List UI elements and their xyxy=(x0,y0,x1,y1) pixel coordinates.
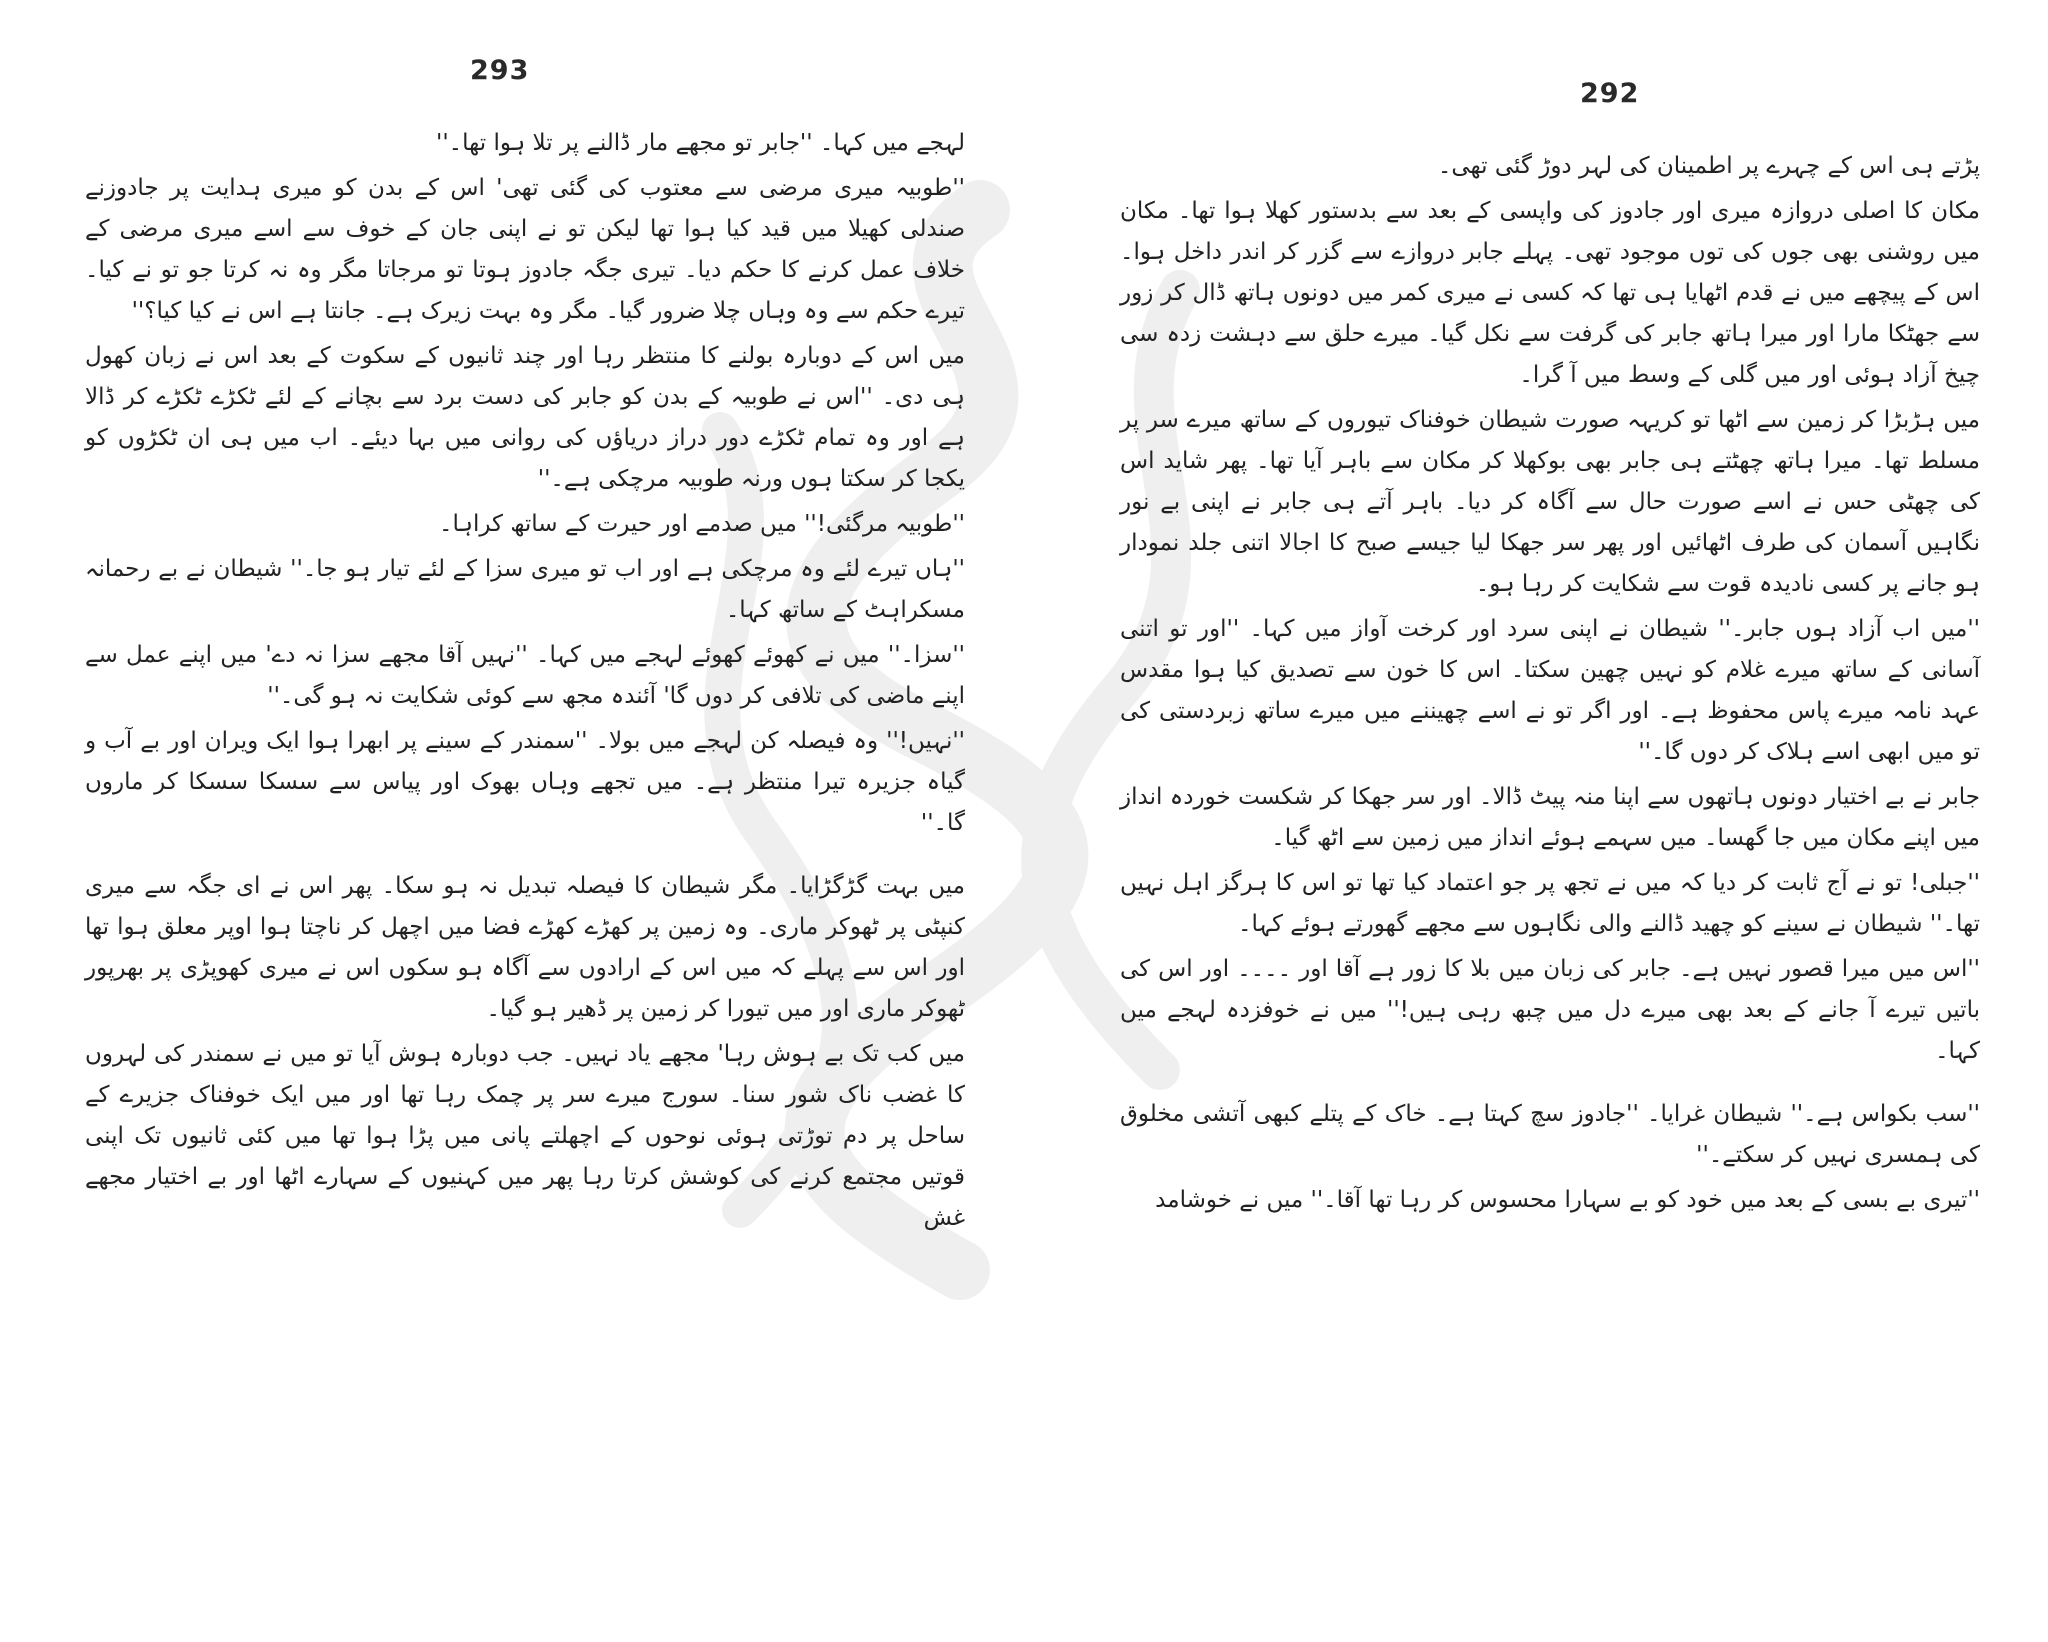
paragraph: ''تیری بے بسی کے بعد میں خود کو بے سہارا محسوس کر رہا تھا آقا۔'' میں نے خوشامد xyxy=(1155,1187,1980,1213)
paragraph: ''طوبیہ میری مرضی سے معتوب کی گئی تھی' اس کے بدن کو میری ہدایت پر جادوزنے صندلی کھیلا میں قید کیا ہوا تھا لیکن تو نے اپنی جان کے خوف سے اسے میری مرضی کے خلاف عمل کرنے کا حکم دیا۔ تیری جگہ جادوز ہوتا تو مرجاتا مگر وہ نہ کرتا جو تو نے کیا۔ تیرے حکم سے وہ وہاں چلا ضرور گیا۔ مگر وہ بہت زیرک ہے۔ جانتا ہے اس نے کیا کیا؟'' xyxy=(85,175,965,324)
paragraph: میں کب تک بے ہوش رہا' مجھے یاد نہیں۔ جب دوبارہ ہوش آیا تو میں نے سمندر کی لہروں کا غضب ناک شور سنا۔ سورج میرے سر پر چمک رہا تھا اور میں ایک خوفناک جزیرے کے ساحل پر دم توڑتی ہوئی نوحوں کے اچھلتے پانی میں پڑا ہوا تھا میں کئی ثانیوں تک اپنی قوتیں مجتمع کرنے کی کوشش کرتا رہا پھر میں کہنیوں کے سہارے اٹھا اور بے اختیار مجھے غش xyxy=(85,1041,965,1231)
page-left xyxy=(85,55,965,1615)
paragraph: ''نہیں!'' وہ فیصلہ کن لہجے میں بولا۔ ''سمندر کے سینے پر ابھرا ہوا ایک ویران اور بے آب و گیاہ جزیرہ تیرا منتظر ہے۔ میں تجھے وہاں بھوک اور پیاس سے سسکا سسکا کر ماروں گا۔'' xyxy=(85,728,965,836)
paragraph: میں ہڑبڑا کر زمین سے اٹھا تو کریہہ صورت شیطان خوفناک تیوروں کے ساتھ میرے سر پر مسلط تھا۔ میرا ہاتھ چھٹتے ہی جابر بھی بوکھلا کر مکان سے باہر آیا تھا۔ پھر شاید اس کی چھٹی حس نے اسے صورت حال سے آگاہ کر دیا۔ باہر آتے ہی جابر نے اپنی بے نور نگاہیں آسمان کی طرف اٹھائیں اور پھر سر جھکا لیا جیسے صبح کا اجالا اتنی جلد نمودار ہو جانے پر کسی نادیدہ قوت سے شکایت کر رہا ہو۔ xyxy=(1120,407,1980,597)
page-number-left: 293 xyxy=(470,55,530,86)
paragraph: میں بہت گڑگڑایا۔ مگر شیطان کا فیصلہ تبدیل نہ ہو سکا۔ پھر اس نے ای جگہ سے میری کنپٹی پر ٹھوکر ماری۔ وہ زمین پر کھڑے کھڑے فضا میں اچھل کر ناچتا ہوا اوپر معلق ہوا تھا اور اس سے پہلے کہ میں اس کے ارادوں سے آگاہ ہو سکوں اس نے میری کھوپڑی پر بھرپور ٹھوکر ماری اور میں تیورا کر زمین پر ڈھیر ہو گیا۔ xyxy=(85,873,965,1022)
paragraph: جابر نے بے اختیار دونوں ہاتھوں سے اپنا منہ پیٹ ڈالا۔ اور سر جھکا کر شکست خوردہ انداز میں اپنے مکان میں جا گھسا۔ میں سہمے ہوئے انداز میں زمین سے اٹھ گیا۔ xyxy=(1120,784,1980,851)
page-right xyxy=(1120,78,1980,1618)
paragraph: ''جبلی! تو نے آج ثابت کر دیا کہ میں نے تجھ پر جو اعتماد کیا تھا تو اس کا ہرگز اہل نہیں تھا۔'' شیطان نے سینے کو چھید ڈالنے والی نگاہوں سے مجھے گھورتے ہوئے کہا۔ xyxy=(1120,870,1980,937)
paragraph: ''ہاں تیرے لئے وہ مرچکی ہے اور اب تو میری سزا کے لئے تیار ہو جا۔'' شیطان نے بے رحمانہ مسکراہٹ کے ساتھ کہا۔ xyxy=(85,556,965,623)
page-left-text xyxy=(85,123,965,1243)
paragraph: ''سب بکواس ہے۔'' شیطان غرایا۔ ''جادوز سچ کہتا ہے۔ خاک کے پتلے کبھی آتشی مخلوق کی ہمسری نہیں کر سکتے۔'' xyxy=(1120,1101,1980,1168)
paragraph: ''میں اب آزاد ہوں جابر۔'' شیطان نے اپنی سرد اور کرخت آواز میں کہا۔ ''اور تو اتنی آسانی کے ساتھ میرے غلام کو نہیں چھین سکتا۔ اس کا خون سے تصدیق کیا ہوا مقدس عہد نامہ میرے پاس محفوظ ہے۔ اور اگر تو نے اسے چھیننے میں میرے ساتھ زبردستی کی تو میں ابھی اسے ہلاک کر دوں گا۔'' xyxy=(1120,616,1980,765)
paragraph: مکان کا اصلی دروازہ میری اور جادوز کی واپسی کے بعد سے بدستور کھلا ہوا تھا۔ مکان میں روشنی بھی جوں کی توں موجود تھی۔ پہلے جابر دروازے سے گزر کر اندر داخل ہوا۔ اس کے پیچھے میں نے قدم اٹھایا ہی تھا کہ کسی نے میری کمر میں دونوں ہاتھ ڈال کر زور سے جھٹکا مارا اور میرا ہاتھ جابر کی گرفت سے نکل گیا۔ میرے حلق سے دہشت زدہ سی چیخ آزاد ہوئی اور میں گلی کے وسط میں آ گرا۔ xyxy=(1120,198,1980,388)
page-number-right: 292 xyxy=(1580,78,1640,109)
paragraph: پڑتے ہی اس کے چہرے پر اطمینان کی لہر دوڑ گئی تھی۔ xyxy=(1437,153,1980,179)
paragraph: ''طوبیہ مرگئی!'' میں صدمے اور حیرت کے ساتھ کراہا۔ xyxy=(439,511,965,537)
paragraph: ''سزا۔'' میں نے کھوئے کھوئے لہجے میں کہا۔ ''نہیں آقا مجھے سزا نہ دے' میں اپنے عمل سے اپنے ماضی کی تلافی کر دوں گا' آئندہ مجھ سے کوئی شکایت نہ ہو گی۔'' xyxy=(85,642,965,709)
page-right-text xyxy=(1120,146,1980,1225)
paragraph: لہجے میں کہا۔ ''جابر تو مجھے مار ڈالنے پر تلا ہوا تھا۔'' xyxy=(436,130,965,156)
paragraph: ''اس میں میرا قصور نہیں ہے۔ جابر کی زبان میں بلا کا زور ہے آقا اور ۔۔۔۔ اور اس کی باتیں تیرے آ جانے کے بعد بھی میرے دل میں چبھ رہی ہیں!'' میں نے خوفزدہ لہجے میں کہا۔ xyxy=(1120,956,1980,1064)
paragraph: میں اس کے دوبارہ بولنے کا منتظر رہا اور چند ثانیوں کے سکوت کے بعد اس نے زبان کھول ہی دی۔ ''اس نے طوبیہ کے بدن کو جابر کی دست برد سے بچانے کے لئے ٹکڑے ٹکڑے کر ڈالا ہے اور وہ تمام ٹکڑے دور دراز دریاؤں کی روانی میں بہا دیئے۔ اب میں ہی ان ٹکڑوں کو یکجا کر سکتا ہوں ورنہ طوبیہ مرچکی ہے۔'' xyxy=(85,343,965,492)
